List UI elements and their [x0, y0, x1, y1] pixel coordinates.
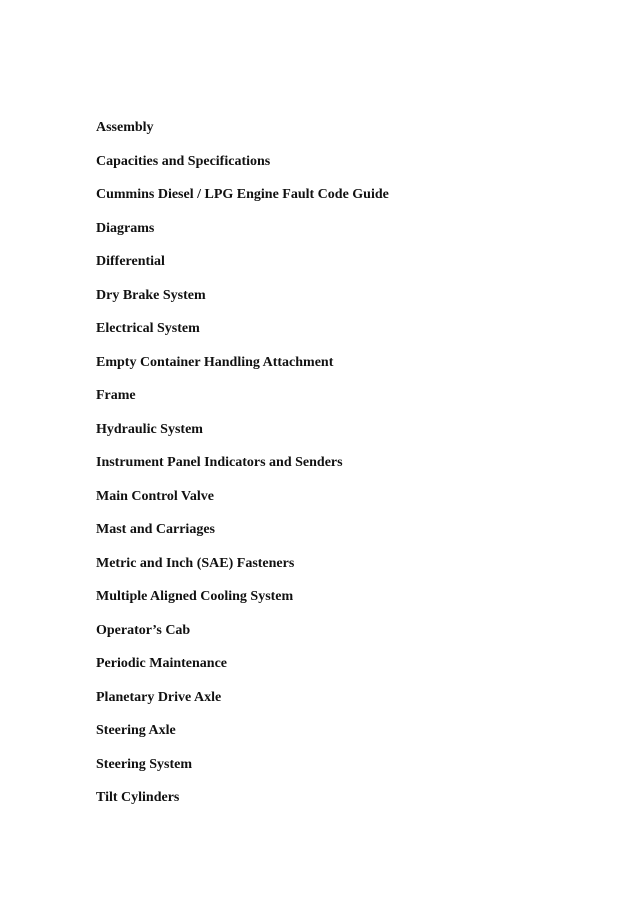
- section-item: Periodic Maintenance: [96, 656, 228, 671]
- section-item: Planetary Drive Axle: [96, 689, 222, 705]
- section-item: Cummins Diesel / LPG Engine Fault Code Guide: [96, 187, 389, 202]
- section-item: Main Control Valve: [96, 488, 214, 504]
- section-item: Assembly: [96, 120, 154, 135]
- section-item: Hydraulic System: [96, 421, 203, 437]
- section-list: [96, 119, 389, 823]
- section-item: Instrument Panel Indicators and Senders: [96, 455, 343, 470]
- section-item: Mast and Carriages: [96, 522, 215, 537]
- section-item: Tilt Cylinders: [96, 790, 180, 805]
- section-item: Differential: [96, 254, 165, 269]
- section-item: Metric and Inch (SAE) Fasteners: [96, 555, 295, 571]
- section-item: Electrical System: [96, 321, 200, 336]
- section-item: Frame: [96, 388, 136, 403]
- section-item: Diagrams: [96, 220, 155, 236]
- section-item: Steering System: [96, 756, 193, 772]
- section-item: Dry Brake System: [96, 287, 206, 303]
- section-item: Operator’s Cab: [96, 622, 191, 638]
- section-item: Empty Container Handling Attachment: [96, 354, 334, 370]
- section-item: Multiple Aligned Cooling System: [96, 589, 294, 604]
- section-item: Steering Axle: [96, 723, 176, 738]
- section-item: Capacities and Specifications: [96, 153, 271, 169]
